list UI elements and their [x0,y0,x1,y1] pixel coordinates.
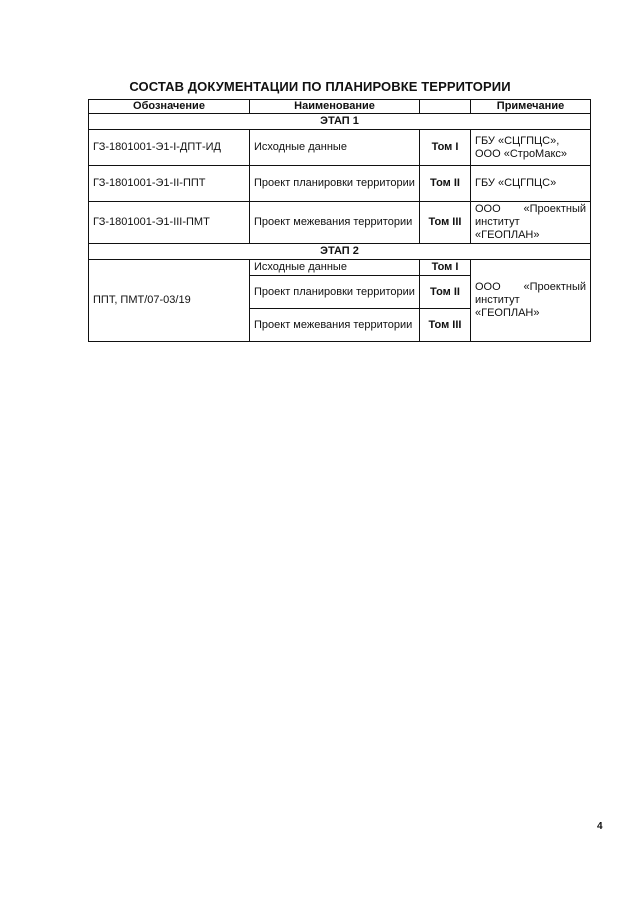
table-row [89,130,591,166]
header-designation: Обозначение [89,100,250,114]
document-title: СОСТАВ ДОКУМЕНТАЦИИ ПО ПЛАНИРОВКЕ ТЕРРИТОРИИ [129,79,511,94]
name-cell: Исходные данные [250,130,420,166]
name-cell: Проект межевания территории [250,202,420,244]
header-note: Примечание [471,100,591,114]
note-cell: ГБУ «СЦГПЦС», ООО «СтроМакс» [471,130,591,166]
stage-1-label: ЭТАП 1 [89,114,591,130]
designation-cell: ГЗ-1801001-Э1-I-ДПТ-ИД [89,130,250,166]
documentation-table [88,99,591,342]
designation-cell: ГЗ-1801001-Э1-III-ПМТ [89,202,250,244]
table-row [89,166,591,202]
table-header-row [89,100,591,114]
page-number: 4 [597,821,603,832]
volume-cell: Том III [420,309,471,342]
note-cell: ГБУ «СЦГПЦС» [471,166,591,202]
stage-2-row [89,244,591,260]
designation-cell: ГЗ-1801001-Э1-II-ППТ [89,166,250,202]
header-name: Наименование [250,100,420,114]
volume-cell: Том II [420,276,471,309]
stage-1-row [89,114,591,130]
table-row [89,260,591,276]
volume-cell: Том III [420,202,471,244]
table-row [89,202,591,244]
note-cell: ООО «Проектный институт «ГЕОПЛАН» [471,260,591,342]
name-cell: Исходные данные [250,260,420,276]
designation-cell: ППТ, ПМТ/07-03/19 [89,260,250,342]
header-volume [420,100,471,114]
name-cell: Проект межевания территории [250,309,420,342]
name-cell: Проект планировки территории [250,166,420,202]
volume-cell: Том II [420,166,471,202]
volume-cell: Том I [420,130,471,166]
note-cell: ООО «Проектный институт «ГЕОПЛАН» [471,202,591,244]
volume-cell: Том I [420,260,471,276]
name-cell: Проект планировки территории [250,276,420,309]
stage-2-label: ЭТАП 2 [89,244,591,260]
